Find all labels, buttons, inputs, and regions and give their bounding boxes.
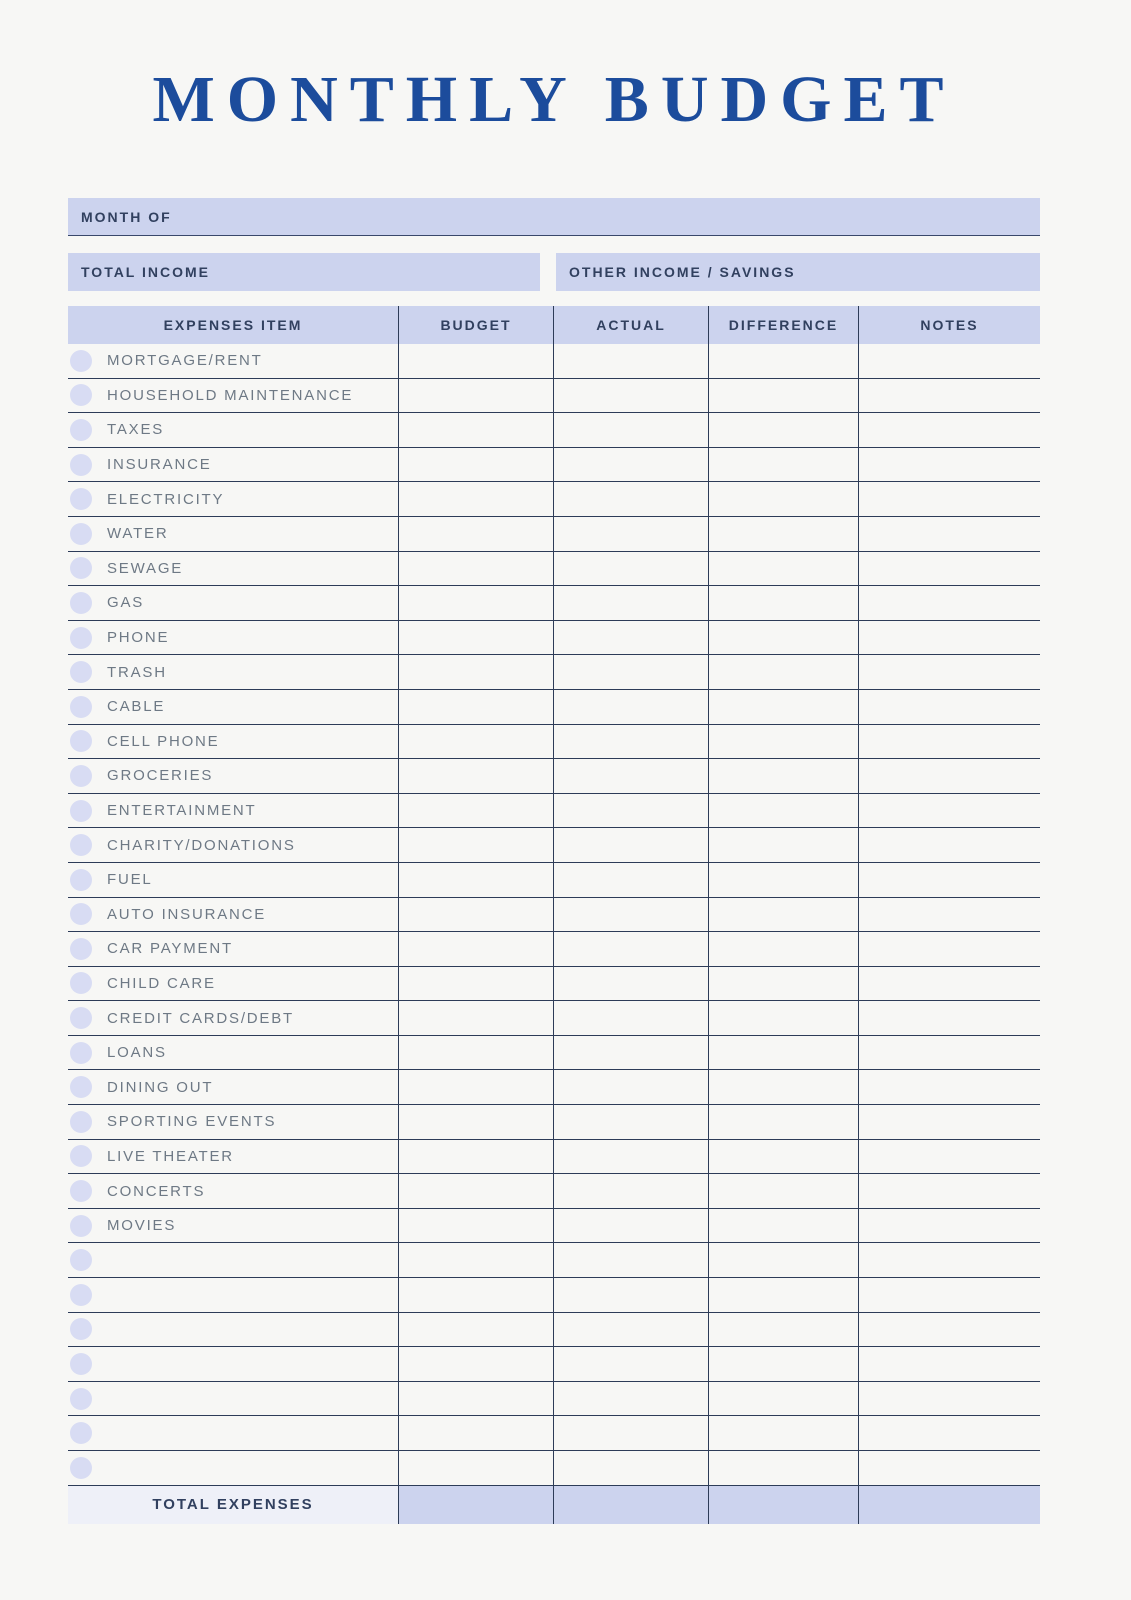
- expense-item-cell: [68, 552, 398, 586]
- expenses-table: [68, 306, 1040, 1524]
- table-row: [68, 655, 1040, 690]
- table-row: [68, 1243, 1040, 1278]
- actual-cell[interactable]: [553, 1313, 708, 1347]
- month-of-field[interactable]: [68, 198, 1040, 236]
- bullet-icon: [70, 661, 92, 683]
- budget-cell[interactable]: [398, 1313, 553, 1347]
- notes-cell[interactable]: [858, 1209, 1040, 1243]
- budget-cell[interactable]: [398, 898, 553, 932]
- table-row: [68, 344, 1040, 379]
- budget-cell[interactable]: [398, 1001, 553, 1035]
- total-expenses-row: [68, 1486, 1040, 1524]
- table-row: [68, 1278, 1040, 1313]
- expense-item-cell: [68, 1243, 398, 1277]
- table-row: [68, 517, 1040, 552]
- expense-item-cell: [68, 967, 398, 1001]
- expense-item-cell: [68, 898, 398, 932]
- expense-item-cell: [68, 1416, 398, 1450]
- total-income-field[interactable]: [68, 253, 540, 291]
- notes-cell[interactable]: [858, 1313, 1040, 1347]
- total-income-label: TOTAL INCOME: [81, 264, 210, 280]
- difference-cell[interactable]: [708, 1140, 858, 1174]
- difference-cell[interactable]: [708, 413, 858, 447]
- difference-cell[interactable]: [708, 344, 858, 378]
- actual-cell[interactable]: [553, 1174, 708, 1208]
- budget-cell[interactable]: [398, 1209, 553, 1243]
- table-row: [68, 932, 1040, 967]
- notes-cell[interactable]: [858, 1278, 1040, 1312]
- budget-cell[interactable]: [398, 413, 553, 447]
- difference-cell[interactable]: [708, 898, 858, 932]
- expense-item-cell: [68, 1382, 398, 1416]
- budget-cell[interactable]: [398, 828, 553, 862]
- notes-cell[interactable]: [858, 967, 1040, 1001]
- table-row: [68, 621, 1040, 656]
- difference-cell[interactable]: [708, 552, 858, 586]
- expense-item-label: HOUSEHOLD MAINTENANCE: [107, 386, 354, 404]
- actual-cell[interactable]: [553, 828, 708, 862]
- other-income-field[interactable]: [556, 253, 1040, 291]
- expense-item-cell: [68, 413, 398, 447]
- expense-item-label: ELECTRICITY: [107, 490, 225, 508]
- table-row: [68, 1209, 1040, 1244]
- total-difference-cell[interactable]: [708, 1486, 858, 1524]
- difference-cell[interactable]: [708, 586, 858, 620]
- budget-cell[interactable]: [398, 794, 553, 828]
- actual-cell[interactable]: [553, 759, 708, 793]
- bullet-icon: [70, 1180, 92, 1202]
- actual-cell[interactable]: [553, 1105, 708, 1139]
- budget-cell[interactable]: [398, 517, 553, 551]
- notes-cell[interactable]: [858, 344, 1040, 378]
- difference-cell[interactable]: [708, 1278, 858, 1312]
- content-area: [68, 0, 1040, 1524]
- budget-cell[interactable]: [398, 621, 553, 655]
- difference-cell[interactable]: [708, 794, 858, 828]
- difference-cell[interactable]: [708, 863, 858, 897]
- header-budget: BUDGET: [398, 306, 553, 344]
- budget-cell[interactable]: [398, 1036, 553, 1070]
- expense-item-cell: [68, 1278, 398, 1312]
- actual-cell[interactable]: [553, 1278, 708, 1312]
- notes-cell[interactable]: [858, 932, 1040, 966]
- table-row: [68, 1140, 1040, 1175]
- difference-cell[interactable]: [708, 759, 858, 793]
- total-budget-cell[interactable]: [398, 1486, 553, 1524]
- expense-item-label: MORTGAGE/RENT: [107, 352, 263, 370]
- bullet-icon: [70, 1249, 92, 1271]
- difference-cell[interactable]: [708, 725, 858, 759]
- budget-cell[interactable]: [398, 759, 553, 793]
- income-section: [68, 253, 1040, 291]
- difference-cell[interactable]: [708, 379, 858, 413]
- actual-cell[interactable]: [553, 725, 708, 759]
- bullet-icon: [70, 972, 92, 994]
- notes-cell[interactable]: [858, 621, 1040, 655]
- notes-cell[interactable]: [858, 1243, 1040, 1277]
- table-row: [68, 1416, 1040, 1451]
- expense-item-cell: [68, 1140, 398, 1174]
- notes-cell[interactable]: [858, 1036, 1040, 1070]
- bullet-icon: [70, 1215, 92, 1237]
- actual-cell[interactable]: [553, 448, 708, 482]
- difference-cell[interactable]: [708, 482, 858, 516]
- difference-cell[interactable]: [708, 1382, 858, 1416]
- expense-item-label: AUTO INSURANCE: [107, 905, 267, 923]
- difference-cell[interactable]: [708, 655, 858, 689]
- expense-item-label: CHARITY/DONATIONS: [107, 836, 296, 854]
- notes-cell[interactable]: [858, 759, 1040, 793]
- expense-item-label: MOVIES: [107, 1217, 177, 1235]
- budget-cell[interactable]: [398, 863, 553, 897]
- bullet-icon: [70, 557, 92, 579]
- table-row: [68, 482, 1040, 517]
- expense-item-label: SEWAGE: [107, 559, 184, 577]
- header-difference: DIFFERENCE: [708, 306, 858, 344]
- expense-item-cell: [68, 1036, 398, 1070]
- table-row: [68, 448, 1040, 483]
- table-row: [68, 794, 1040, 829]
- actual-cell[interactable]: [553, 1070, 708, 1104]
- expense-item-label: FUEL: [107, 871, 153, 889]
- bullet-icon: [70, 1353, 92, 1375]
- actual-cell[interactable]: [553, 1036, 708, 1070]
- notes-cell[interactable]: [858, 1174, 1040, 1208]
- table-row: [68, 413, 1040, 448]
- header-notes: NOTES: [858, 306, 1040, 344]
- expense-item-cell: [68, 586, 398, 620]
- bullet-icon: [70, 627, 92, 649]
- actual-cell[interactable]: [553, 482, 708, 516]
- difference-cell[interactable]: [708, 1174, 858, 1208]
- bullet-icon: [70, 592, 92, 614]
- difference-cell[interactable]: [708, 1416, 858, 1450]
- budget-cell[interactable]: [398, 725, 553, 759]
- expense-item-label: CABLE: [107, 698, 166, 716]
- budget-cell[interactable]: [398, 967, 553, 1001]
- notes-cell[interactable]: [858, 1001, 1040, 1035]
- expense-item-cell: [68, 482, 398, 516]
- budget-cell[interactable]: [398, 482, 553, 516]
- bullet-icon: [70, 938, 92, 960]
- bullet-icon: [70, 903, 92, 925]
- difference-cell[interactable]: [708, 1070, 858, 1104]
- budget-cell[interactable]: [398, 1382, 553, 1416]
- bullet-icon: [70, 1042, 92, 1064]
- actual-cell[interactable]: [553, 932, 708, 966]
- bullet-icon: [70, 419, 92, 441]
- actual-cell[interactable]: [553, 413, 708, 447]
- expense-item-cell: [68, 794, 398, 828]
- table-row: [68, 690, 1040, 725]
- table-row: [68, 725, 1040, 760]
- bullet-icon: [70, 696, 92, 718]
- difference-cell[interactable]: [708, 1036, 858, 1070]
- actual-cell[interactable]: [553, 1382, 708, 1416]
- notes-cell[interactable]: [858, 1382, 1040, 1416]
- actual-cell[interactable]: [553, 586, 708, 620]
- table-row: [68, 967, 1040, 1002]
- expense-item-cell: [68, 379, 398, 413]
- actual-cell[interactable]: [553, 655, 708, 689]
- expense-item-label: LIVE THEATER: [107, 1147, 234, 1165]
- budget-cell[interactable]: [398, 1416, 553, 1450]
- notes-cell[interactable]: [858, 552, 1040, 586]
- total-actual-cell[interactable]: [553, 1486, 708, 1524]
- bullet-icon: [70, 1111, 92, 1133]
- actual-cell[interactable]: [553, 621, 708, 655]
- notes-cell[interactable]: [858, 517, 1040, 551]
- budget-cell[interactable]: [398, 1278, 553, 1312]
- month-of-label: MONTH OF: [81, 209, 172, 225]
- expense-item-label: ENTERTAINMENT: [107, 802, 257, 820]
- bullet-icon: [70, 834, 92, 856]
- table-row: [68, 1313, 1040, 1348]
- notes-cell[interactable]: [858, 898, 1040, 932]
- budget-cell[interactable]: [398, 1140, 553, 1174]
- actual-cell[interactable]: [553, 379, 708, 413]
- table-row: [68, 1347, 1040, 1382]
- table-row: [68, 1036, 1040, 1071]
- notes-cell[interactable]: [858, 413, 1040, 447]
- difference-cell[interactable]: [708, 1001, 858, 1035]
- notes-cell[interactable]: [858, 1416, 1040, 1450]
- total-expenses-label: TOTAL EXPENSES: [68, 1486, 398, 1524]
- budget-cell[interactable]: [398, 1347, 553, 1381]
- bullet-icon: [70, 454, 92, 476]
- expense-item-cell: [68, 655, 398, 689]
- difference-cell[interactable]: [708, 1347, 858, 1381]
- bullet-icon: [70, 1284, 92, 1306]
- expense-item-label: INSURANCE: [107, 456, 212, 474]
- expense-item-label: PHONE: [107, 629, 170, 647]
- actual-cell[interactable]: [553, 690, 708, 724]
- actual-cell[interactable]: [553, 1243, 708, 1277]
- expense-item-label: GROCERIES: [107, 767, 214, 785]
- expense-item-label: GAS: [107, 594, 145, 612]
- expense-item-cell: [68, 1347, 398, 1381]
- difference-cell[interactable]: [708, 1243, 858, 1277]
- actual-cell[interactable]: [553, 552, 708, 586]
- notes-cell[interactable]: [858, 828, 1040, 862]
- bullet-icon: [70, 1145, 92, 1167]
- budget-cell[interactable]: [398, 1451, 553, 1485]
- expense-item-cell: [68, 828, 398, 862]
- actual-cell[interactable]: [553, 1209, 708, 1243]
- budget-cell[interactable]: [398, 448, 553, 482]
- expense-item-cell: [68, 344, 398, 378]
- bullet-icon: [70, 1007, 92, 1029]
- difference-cell[interactable]: [708, 1209, 858, 1243]
- expense-item-label: TAXES: [107, 421, 165, 439]
- expense-item-cell: [68, 863, 398, 897]
- table-row: [68, 898, 1040, 933]
- table-row: [68, 1174, 1040, 1209]
- bullet-icon: [70, 523, 92, 545]
- difference-cell[interactable]: [708, 448, 858, 482]
- header-actual: ACTUAL: [553, 306, 708, 344]
- total-notes-cell[interactable]: [858, 1486, 1040, 1524]
- expenses-table-header: [68, 306, 1040, 344]
- page-title: MONTHLY BUDGET: [152, 63, 956, 136]
- actual-cell[interactable]: [553, 898, 708, 932]
- expense-item-label: CHILD CARE: [107, 974, 216, 992]
- actual-cell[interactable]: [553, 517, 708, 551]
- notes-cell[interactable]: [858, 863, 1040, 897]
- difference-cell[interactable]: [708, 1105, 858, 1139]
- bullet-icon: [70, 869, 92, 891]
- expense-item-cell: [68, 759, 398, 793]
- difference-cell[interactable]: [708, 828, 858, 862]
- bullet-icon: [70, 488, 92, 510]
- table-row: [68, 863, 1040, 898]
- budget-cell[interactable]: [398, 932, 553, 966]
- actual-cell[interactable]: [553, 1451, 708, 1485]
- notes-cell[interactable]: [858, 1140, 1040, 1174]
- expense-item-cell: [68, 448, 398, 482]
- budget-cell[interactable]: [398, 586, 553, 620]
- notes-cell[interactable]: [858, 725, 1040, 759]
- table-row: [68, 1382, 1040, 1417]
- table-row: [68, 828, 1040, 863]
- table-row: [68, 379, 1040, 414]
- other-income-label: OTHER INCOME / SAVINGS: [569, 264, 796, 280]
- bullet-icon: [70, 800, 92, 822]
- expense-item-label: TRASH: [107, 663, 167, 681]
- budget-cell[interactable]: [398, 655, 553, 689]
- difference-cell[interactable]: [708, 1313, 858, 1347]
- notes-cell[interactable]: [858, 690, 1040, 724]
- bullet-icon: [70, 384, 92, 406]
- difference-cell[interactable]: [708, 1451, 858, 1485]
- bullet-icon: [70, 1388, 92, 1410]
- budget-cell[interactable]: [398, 1243, 553, 1277]
- expense-item-cell: [68, 1209, 398, 1243]
- bullet-icon: [70, 350, 92, 372]
- table-row: [68, 1451, 1040, 1486]
- table-row: [68, 1105, 1040, 1140]
- actual-cell[interactable]: [553, 1001, 708, 1035]
- budget-cell[interactable]: [398, 1174, 553, 1208]
- expense-item-cell: [68, 1070, 398, 1104]
- expense-item-cell: [68, 725, 398, 759]
- bullet-icon: [70, 765, 92, 787]
- expense-item-cell: [68, 621, 398, 655]
- notes-cell[interactable]: [858, 482, 1040, 516]
- expense-item-label: CREDIT CARDS/DEBT: [107, 1009, 295, 1027]
- bullet-icon: [70, 1422, 92, 1444]
- expense-item-cell: [68, 932, 398, 966]
- expense-item-cell: [68, 1451, 398, 1485]
- table-row: [68, 1070, 1040, 1105]
- budget-cell[interactable]: [398, 690, 553, 724]
- budget-cell[interactable]: [398, 552, 553, 586]
- difference-cell[interactable]: [708, 967, 858, 1001]
- actual-cell[interactable]: [553, 344, 708, 378]
- budget-cell[interactable]: [398, 1105, 553, 1139]
- difference-cell[interactable]: [708, 690, 858, 724]
- table-row: [68, 586, 1040, 621]
- difference-cell[interactable]: [708, 517, 858, 551]
- expense-item-cell: [68, 1001, 398, 1035]
- actual-cell[interactable]: [553, 967, 708, 1001]
- expense-item-label: LOANS: [107, 1044, 167, 1062]
- bullet-icon: [70, 1318, 92, 1340]
- bullet-icon: [70, 1457, 92, 1479]
- expense-item-label: CAR PAYMENT: [107, 940, 233, 958]
- actual-cell[interactable]: [553, 1347, 708, 1381]
- expense-item-cell: [68, 690, 398, 724]
- expense-item-label: CONCERTS: [107, 1182, 206, 1200]
- expense-item-cell: [68, 517, 398, 551]
- budget-cell[interactable]: [398, 379, 553, 413]
- bullet-icon: [70, 730, 92, 752]
- expense-item-label: CELL PHONE: [107, 732, 220, 750]
- expense-item-label: WATER: [107, 525, 169, 543]
- expense-item-cell: [68, 1313, 398, 1347]
- budget-cell[interactable]: [398, 344, 553, 378]
- expense-item-label: SPORTING EVENTS: [107, 1113, 277, 1131]
- notes-cell[interactable]: [858, 379, 1040, 413]
- notes-cell[interactable]: [858, 794, 1040, 828]
- budget-cell[interactable]: [398, 1070, 553, 1104]
- actual-cell[interactable]: [553, 863, 708, 897]
- notes-cell[interactable]: [858, 1105, 1040, 1139]
- difference-cell[interactable]: [708, 932, 858, 966]
- table-row: [68, 759, 1040, 794]
- notes-cell[interactable]: [858, 655, 1040, 689]
- header-expenses-item: EXPENSES ITEM: [68, 306, 398, 344]
- bullet-icon: [70, 1076, 92, 1098]
- expenses-table-body: [68, 344, 1040, 1486]
- actual-cell[interactable]: [553, 1140, 708, 1174]
- notes-cell[interactable]: [858, 586, 1040, 620]
- notes-cell[interactable]: [858, 1347, 1040, 1381]
- notes-cell[interactable]: [858, 448, 1040, 482]
- actual-cell[interactable]: [553, 1416, 708, 1450]
- actual-cell[interactable]: [553, 794, 708, 828]
- table-row: [68, 1001, 1040, 1036]
- difference-cell[interactable]: [708, 621, 858, 655]
- expense-item-label: DINING OUT: [107, 1078, 214, 1096]
- expense-item-cell: [68, 1105, 398, 1139]
- table-row: [68, 552, 1040, 587]
- expense-item-cell: [68, 1174, 398, 1208]
- notes-cell[interactable]: [858, 1070, 1040, 1104]
- notes-cell[interactable]: [858, 1451, 1040, 1485]
